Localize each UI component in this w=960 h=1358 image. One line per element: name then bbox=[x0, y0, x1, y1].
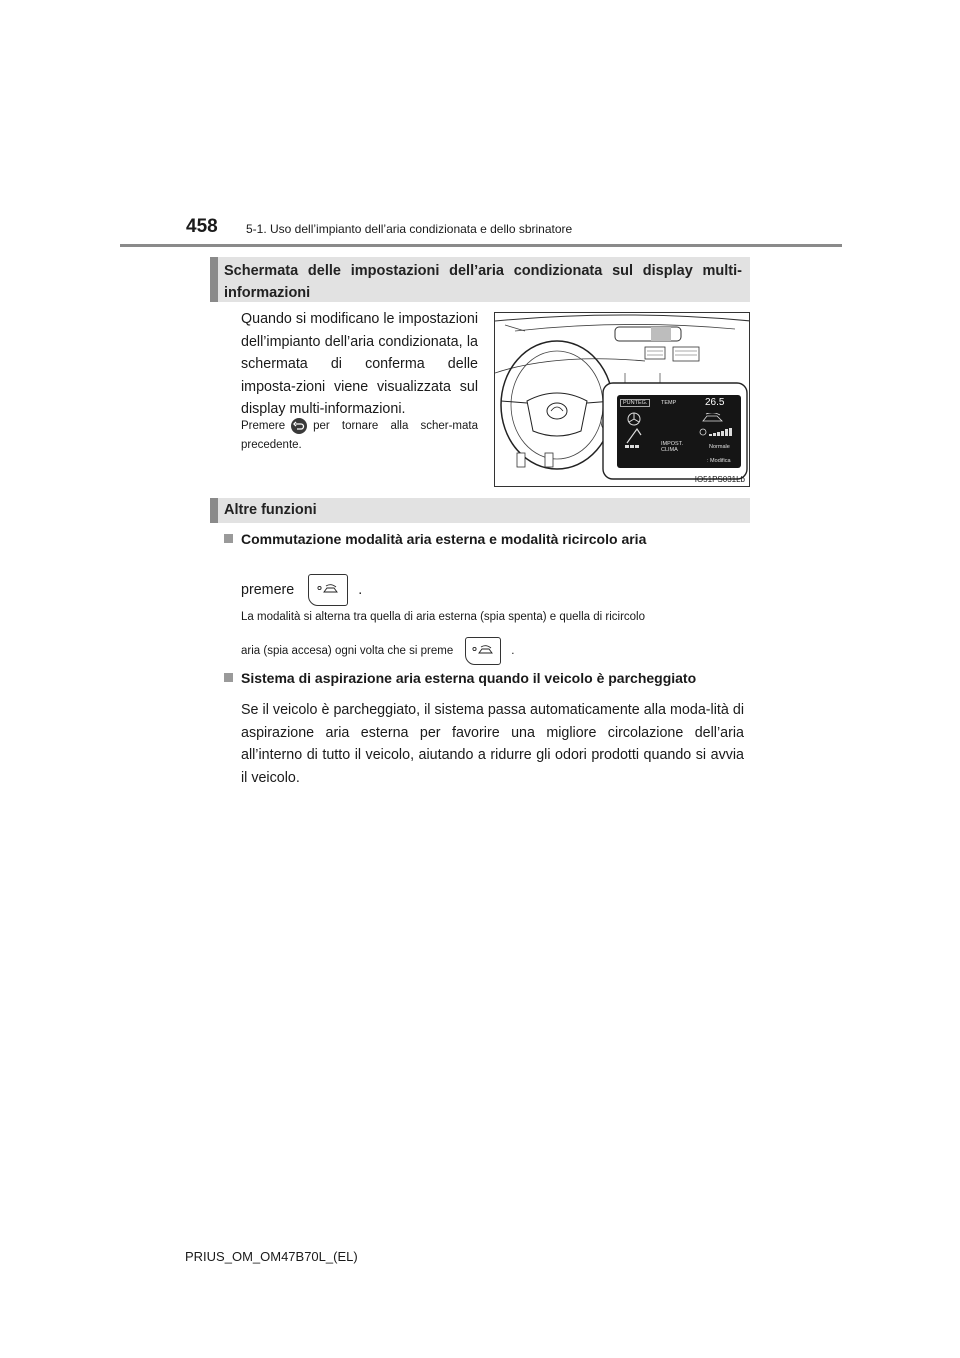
item1-heading-text: Commutazione modalità aria esterna e modalità ricircolo aria bbox=[241, 531, 647, 547]
display-label-punteg: PUNTEG. bbox=[620, 399, 650, 407]
recirculation-car-icon bbox=[701, 413, 725, 423]
display-mode-value: Normale bbox=[709, 444, 730, 450]
fan-level-icon bbox=[699, 427, 737, 437]
note-line2-after: . bbox=[511, 645, 515, 658]
item2-heading bbox=[224, 670, 696, 686]
note-line2-before: aria (spia accesa) ogni volta che si preme bbox=[241, 645, 454, 658]
bullet-square-icon bbox=[224, 534, 233, 543]
header-rule bbox=[120, 244, 842, 247]
dashboard-figure bbox=[494, 312, 750, 487]
fan-icon bbox=[623, 409, 651, 451]
item1-note-line1: La modalità si alterna tra quella di aria esterna (spia spenta) e quella di ricircolo bbox=[241, 611, 645, 623]
note-text-after: per tornare alla scher-mata precedente. bbox=[241, 420, 478, 451]
bullet-square-icon bbox=[224, 673, 233, 682]
item2-body: Se il veicolo è parcheggiato, il sistema passa automaticamente alla moda-lità di aspirazione aria esterna per favorire una migliore circolazione dell’aria all’interno di tutto il veicolo, aiutando a ridurre gli odori prodotti quando si avvia il veicolo. bbox=[241, 702, 744, 787]
display-modify-label: : Modifica bbox=[707, 458, 731, 464]
item1-instruction bbox=[241, 574, 362, 606]
multi-info-display bbox=[617, 395, 741, 468]
footer-code: PRIUS_OM_OM47B70L_(EL) bbox=[185, 1249, 358, 1264]
display-label-temp: TEMP bbox=[661, 400, 677, 406]
display-label-clima: CLIMA bbox=[661, 447, 678, 453]
back-button-icon bbox=[291, 418, 307, 434]
section1-note bbox=[241, 417, 478, 455]
page-number: 458 bbox=[186, 216, 218, 237]
display-temp-value: 26.5 bbox=[705, 397, 725, 408]
chapter-heading: 5-1. Uso dell’impianto dell’aria condizionata e dello sbrinatore bbox=[246, 222, 573, 236]
display-label-impost: IMPOST. bbox=[661, 441, 684, 447]
instruction-before: premere bbox=[241, 581, 295, 598]
instruction-after: . bbox=[358, 581, 363, 598]
item1-note-line2 bbox=[241, 637, 751, 665]
item2-heading-text: Sistema di aspirazione aria esterna quando il veicolo è parcheggiato bbox=[241, 670, 697, 686]
section-title-other-functions: Altre funzioni bbox=[210, 498, 750, 523]
item1-heading bbox=[224, 531, 646, 547]
figure-code: IO51PS031Lb bbox=[694, 475, 745, 484]
section1-body: Quando si modificano le impostazioni dell’impianto dell’aria condizionata, la schermata di conferma delle imposta-zioni viene visualizzata sul display multi-informazioni. bbox=[241, 311, 478, 417]
air-intake-control-icon bbox=[308, 574, 348, 606]
item1-note bbox=[241, 607, 751, 665]
section-title-display-settings: Schermata delle impostazioni dell’aria condizionata sul display multi-informazioni bbox=[210, 257, 750, 302]
air-intake-control-icon bbox=[465, 637, 501, 665]
note-text-before: Premere bbox=[241, 420, 286, 432]
